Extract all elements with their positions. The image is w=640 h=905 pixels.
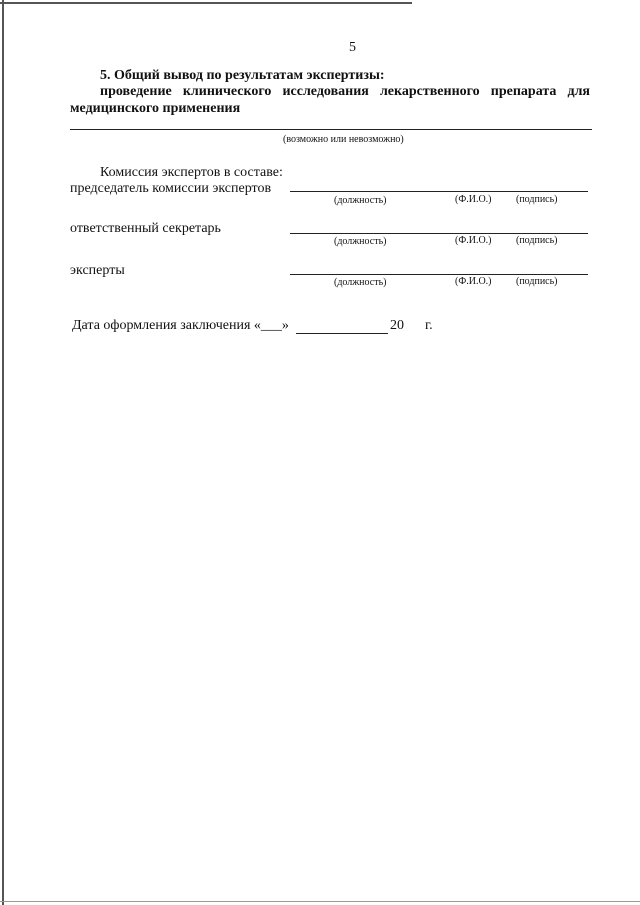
date-year-suffix: г.: [425, 318, 433, 333]
chairman-signature-line: [290, 191, 588, 192]
experts-name-caption: (Ф.И.О.): [455, 276, 492, 287]
conclusion-text-line1: проведение клинического исследования лекарственного препарата для: [100, 84, 590, 99]
chairman-label: председатель комиссии экспертов: [70, 181, 272, 196]
page-number: 5: [349, 40, 356, 55]
date-year-prefix: 20: [390, 318, 404, 333]
experts-position-caption: (должность): [334, 277, 387, 288]
secretary-signature-caption: (подпись): [516, 235, 558, 246]
date-month-line: [296, 333, 388, 334]
scan-edge-left: [2, 0, 4, 905]
section-heading: 5. Общий вывод по результатам экспертизы:: [100, 68, 385, 83]
conclusion-text-line2: медицинского применения: [70, 101, 241, 116]
chairman-signature-caption: (подпись): [516, 194, 558, 205]
commission-intro: Комиссия экспертов в составе:: [100, 165, 283, 180]
secretary-position-caption: (должность): [334, 236, 387, 247]
secretary-signature-line: [290, 233, 588, 234]
conclusion-fill-line: [70, 129, 592, 130]
conclusion-caption: (возможно или невозможно): [283, 134, 404, 145]
secretary-name-caption: (Ф.И.О.): [455, 235, 492, 246]
experts-signature-line: [290, 274, 588, 275]
date-label: Дата оформления заключения «___»: [72, 318, 289, 333]
scan-edge-bottom: [0, 901, 640, 902]
experts-label: эксперты: [70, 263, 125, 278]
secretary-label: ответственный секретарь: [70, 221, 221, 236]
chairman-position-caption: (должность): [334, 195, 387, 206]
chairman-name-caption: (Ф.И.О.): [455, 194, 492, 205]
scan-edge-top: [0, 2, 412, 4]
experts-signature-caption: (подпись): [516, 276, 558, 287]
